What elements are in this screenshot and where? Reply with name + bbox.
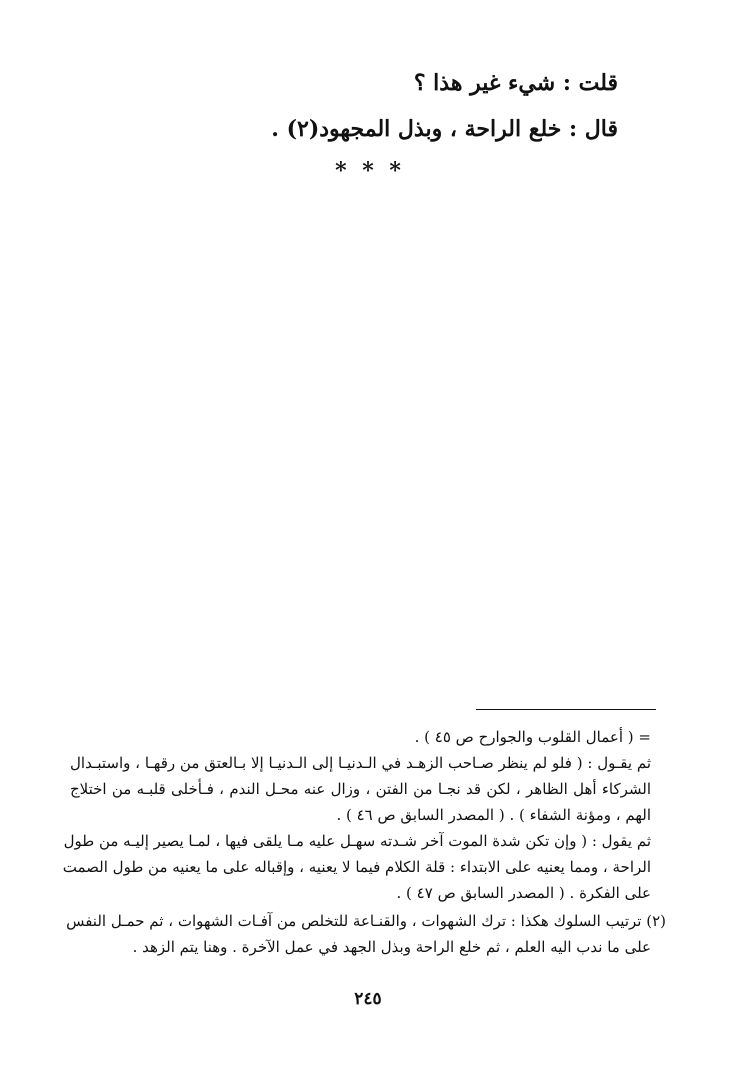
footnote-line: (٢) ترتيب السلوك هكذا : ترك الشهوات ، والقنـاعة للتخلص من آفـات الشهوات ، ثم حمـل النفس [66,912,666,930]
footnote-line: = ( أعمال القلوب والجوارح ص ٤٥ ) . [414,728,651,746]
page-number: ٢٤٥ [354,989,382,1009]
footnote-line: الراحة ، ومما يعنيه على الابتداء : قلة الكلام فيما لا يعنيه ، وإقباله على ما يعنيه من طول الصمت [62,858,651,876]
main-text-line-1: قلت : شيء غير هذا ؟ [413,70,618,96]
main-text-line-2: قال : خلع الراحة ، وبذل المجهود(٢) . [271,116,618,142]
footnote-line: ثم يقول : ( وإن تكن شدة الموت آخر شـدته سهـل عليه مـا يلقى فيها ، لمـا يصير إليـه من طول [63,832,651,850]
footnote-line: ثم يقـول : ( فلو لم ينظر صـاحب الزهـد في الـدنيـا إلى الـدنيـا إلا بـالعتق من رقهـا ، واستبـدال [70,754,651,772]
footnote-line: على ما ندب اليه العلم ، ثم خلع الراحة وبذل الجهد في عمل الآخرة . وهنا يتم الزهد . [132,938,651,956]
footnote-line: على الفكرة . ( المصدر السابق ص ٤٧ ) . [396,884,651,902]
footnote-rule [476,709,656,710]
footnote-line: الشركاء أهل الظاهر ، لكن قد نجـا من الفتن ، وزال عنه محـل الندم ، فـأخلى قلبـه من اختلاج [70,780,651,798]
section-separator: * * * [335,158,405,184]
footnote-line: الهم ، ومؤنة الشفاء ) . ( المصدر السابق ص ٤٦ ) . [336,806,651,824]
